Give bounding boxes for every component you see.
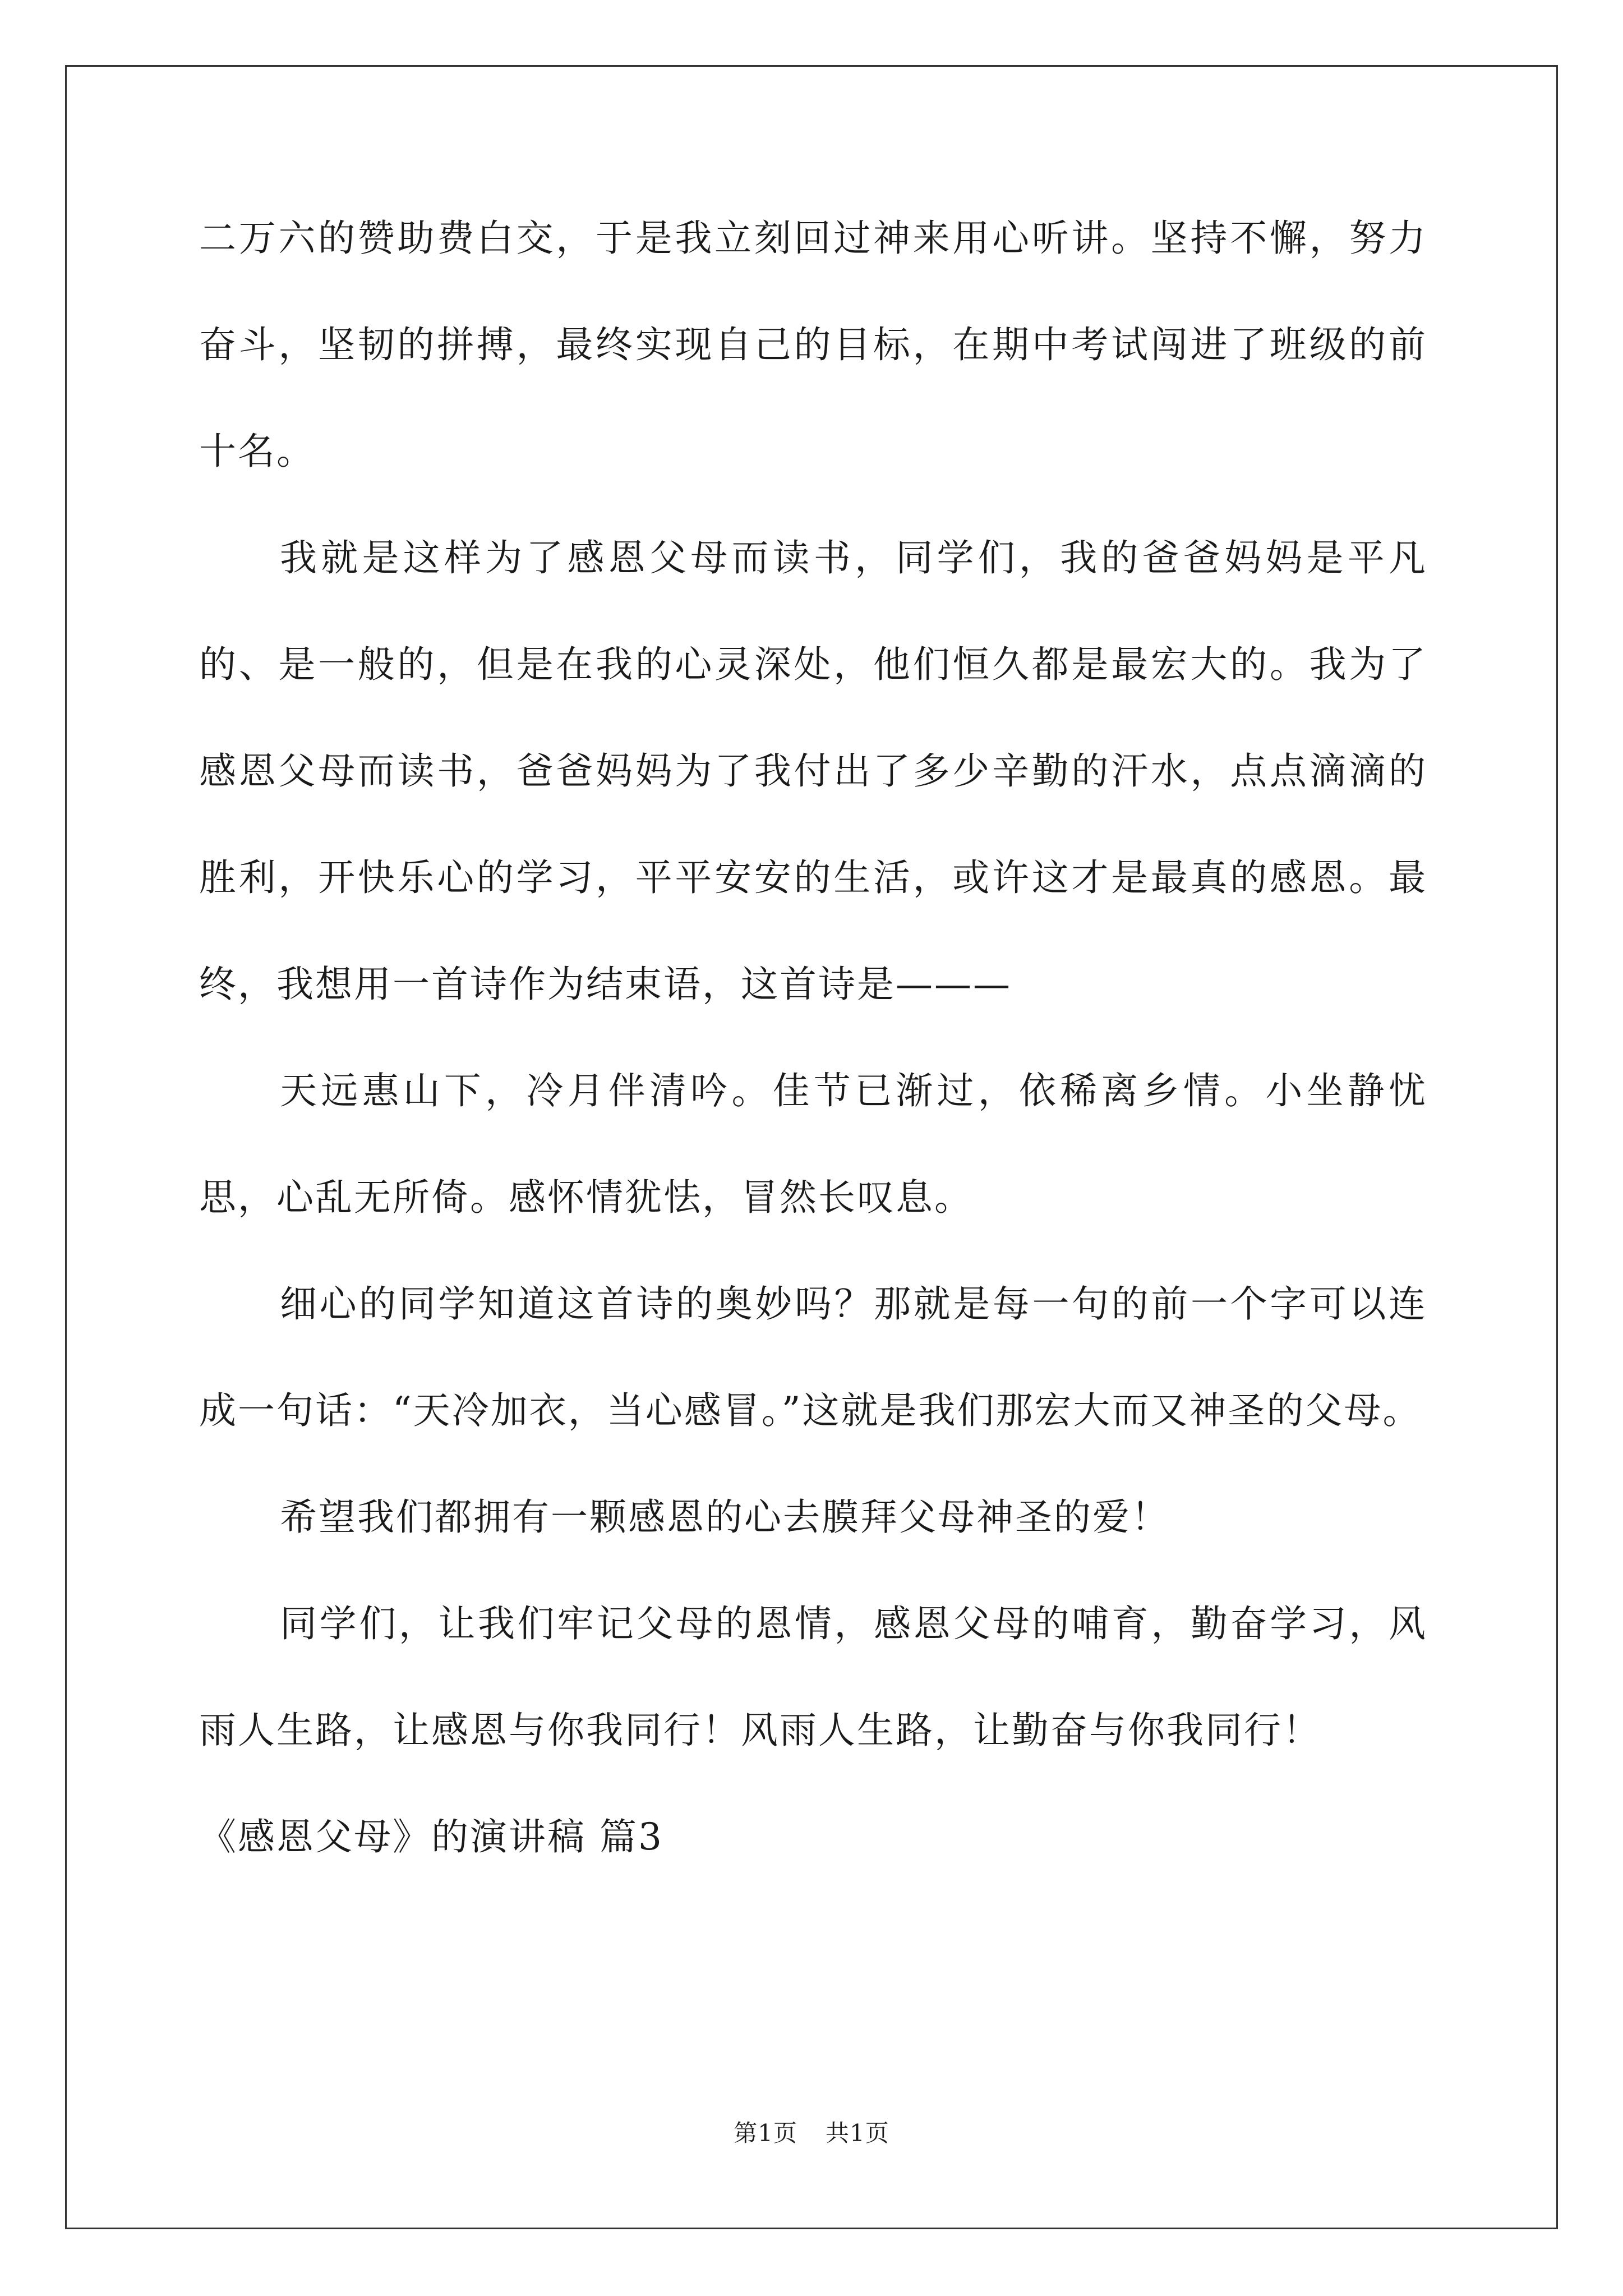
page-footer (0, 2115, 1623, 2148)
document-body (199, 185, 1427, 1890)
page-number-total: 共1页 (826, 2119, 889, 2147)
paragraph-5: 希望我们都拥有一颗感恩的心去膜拜父母神圣的爱！ (280, 1496, 1170, 1539)
paragraph-4: 细心的同学知道这首诗的奥妙吗？那就是每一句的前一个字可以连成一句话：“天冷加衣，当心感冒。”这就是我们那宏大而又神圣的父母。 (199, 1282, 1427, 1432)
paragraph-6: 同学们，让我们牢记父母的恩情，感恩父母的哺育，勤奋学习，风雨人生路，让感恩与你我同行！风雨人生路，让勤奋与你我同行！ (199, 1602, 1427, 1752)
paragraph-poem: 天远惠山下，冷月伴清吟。佳节已渐过，依稀离乡情。小坐静忧思，心乱无所倚。感怀情犹怯，冒然长叹息。 (199, 1069, 1427, 1219)
paragraph-2: 我就是这样为了感恩父母而读书，同学们，我的爸爸妈妈是平凡的、是一般的，但是在我的心灵深处，他们恒久都是最宏大的。我为了感恩父母而读书，爸爸妈妈为了我付出了多少辛勤的汗水，点点滴滴的胜利，开快乐心的学习，平平安安的生活，或许这才是最真的感恩。最终，我想用一首诗作为结束语，这首诗是——— (199, 536, 1427, 1006)
section-heading: 《感恩父母》的演讲稿 篇3 (199, 1815, 663, 1858)
page-number-current: 第1页 (734, 2119, 797, 2147)
paragraph-1: 二万六的赞助费白交，于是我立刻回过神来用心听讲。坚持不懈，努力奋斗，坚韧的拼搏，最终实现自己的目标，在期中考试闯进了班级的前十名。 (199, 217, 1427, 473)
